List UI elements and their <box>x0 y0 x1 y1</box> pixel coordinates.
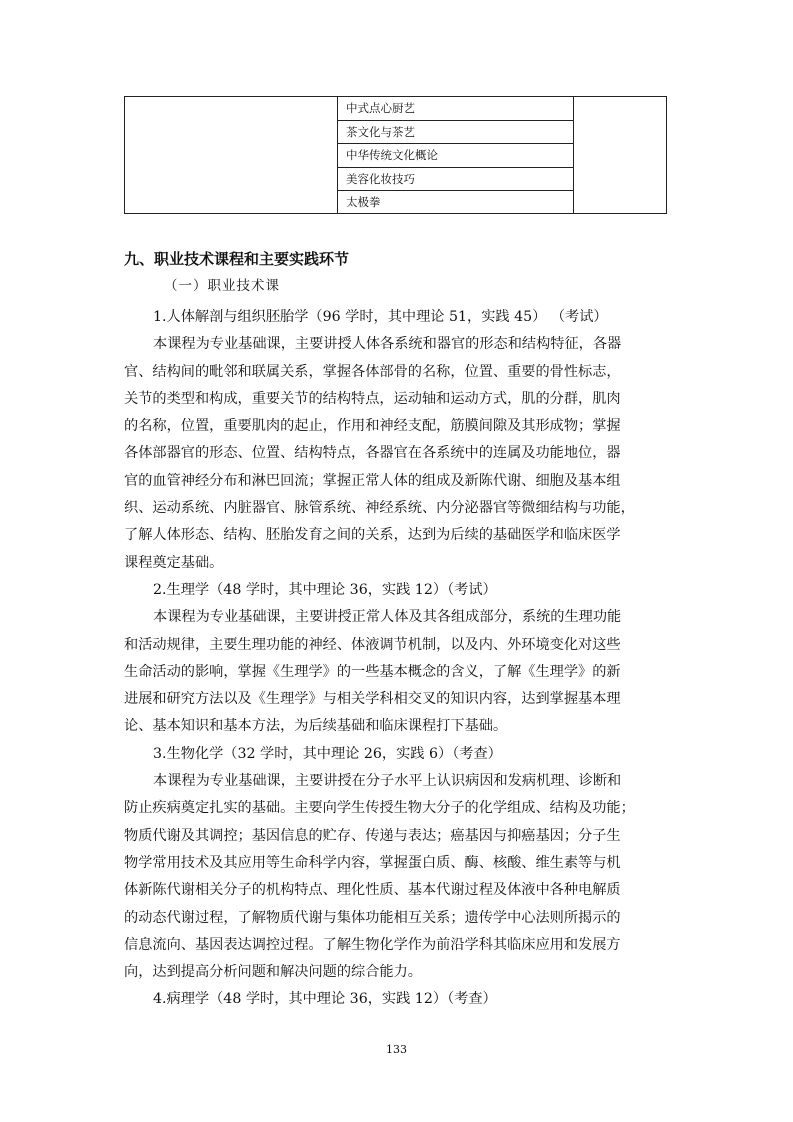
paragraph-line: 课程奠定基础。 <box>124 554 224 571</box>
paragraph-line: 论、基本知识和基本方法，为后续基础和临床课程打下基础。 <box>124 718 508 735</box>
paragraph-line: 织、运动系统、内脏器官、脉管系统、神经系统、内分泌器官等微细结构与功能， <box>124 500 635 517</box>
paragraph-line: 信息流向、基因表达调控过程。了解生物化学作为前沿学科其临床应用和发展方 <box>124 936 621 953</box>
paragraph-line: 的动态代谢过程，了解物质代谢与集体功能相互关系；遗传学中心法则所揭示的 <box>124 909 621 926</box>
course-table <box>124 96 667 214</box>
paragraph-line: 各体部器官的形态、位置、结构特点，各器官在各系统中的连属及功能地位，器 <box>124 445 621 462</box>
paragraph-line: 物学常用技术及其应用等生命科学内容，掌握蛋白质、酶、核酸、维生素等与机 <box>124 854 621 871</box>
paragraph-line: 体新陈代谢相关分子的机构特点、理化性质、基本代谢过程及体液中各种电解质 <box>124 882 621 899</box>
table-left-cell <box>125 97 338 213</box>
body-text <box>124 304 669 1014</box>
paragraph-line: 本课程为专业基础课，主要讲授在分子水平上认识病因和发病机理、诊断和 <box>153 773 622 790</box>
paragraph-line: 的名称，位置，重要肌肉的起止，作用和神经支配，筋膜间隙及其形成物；掌握 <box>124 418 621 435</box>
paragraph-line: 官、结构间的毗邻和联属关系，掌握各体部骨的名称，位置、重要的骨性标志， <box>124 363 621 380</box>
paragraph-line: 了解人体形态、结构、胚胎发育之间的关系，达到为后续的基础医学和临床医学 <box>124 527 621 544</box>
course-title: 2.生理学（48 学时，其中理论 36，实践 12）（考试） <box>153 581 497 598</box>
paragraph-line: 本课程为专业基础课，主要讲授人体各系统和器官的形态和结构特征，各器 <box>153 336 622 353</box>
section-heading: 九、职业技术课程和主要实践环节 <box>124 250 350 268</box>
paragraph-line: 和活动规律，主要生理功能的神经、体液调节机制，以及内、外环境变化对这些 <box>124 636 621 653</box>
paragraph-line: 向，达到提高分析问题和解决问题的综合能力。 <box>124 964 422 981</box>
table-row: 茶文化与茶艺 <box>338 121 573 145</box>
sub-heading: （一）职业技术课 <box>164 278 280 294</box>
course-title: 1.人体解剖与组织胚胎学（96 学时，其中理论 51，实践 45） （考试） <box>153 309 608 325</box>
table-course-column <box>338 97 698 213</box>
page-number: 133 <box>386 1043 407 1056</box>
paragraph-line: 物质代谢及其调控；基因信息的贮存、传递与表达；癌基因与抑癌基因；分子生 <box>124 827 621 844</box>
course-title: 4.病理学（48 学时，其中理论 36，实践 12）（考查） <box>153 991 497 1008</box>
paragraph-line: 进展和研究方法以及《生理学》与相关学科相交叉的知识内容，达到掌握基本理 <box>124 691 621 708</box>
paragraph-line: 本课程为专业基础课，主要讲授正常人体及其各组成部分，系统的生理功能 <box>153 609 622 626</box>
table-row: 中式点心厨艺 <box>338 97 573 121</box>
paragraph-line: 官的血管神经分布和淋巴回流；掌握正常人体的组成及新陈代谢、细胞及基本组 <box>124 472 621 489</box>
paragraph-line: 防止疾病奠定扎实的基础。主要向学生传授生物大分子的化学组成、结构及功能； <box>124 800 635 817</box>
table-row: 美容化妆技巧 <box>338 168 573 192</box>
table-row: 中华传统文化概论 <box>338 144 573 168</box>
table-row: 太极拳 <box>346 195 381 210</box>
paragraph-line: 生命活动的影响，掌握《生理学》的一些基本概念的含义，了解《生理学》的新 <box>124 663 621 680</box>
paragraph-line: 关节的类型和构成，重要关节的结构特点，运动轴和运动方式，肌的分群，肌肉 <box>124 390 621 407</box>
course-title: 3.生物化学（32 学时，其中理论 26，实践 6）（考查） <box>153 745 502 762</box>
